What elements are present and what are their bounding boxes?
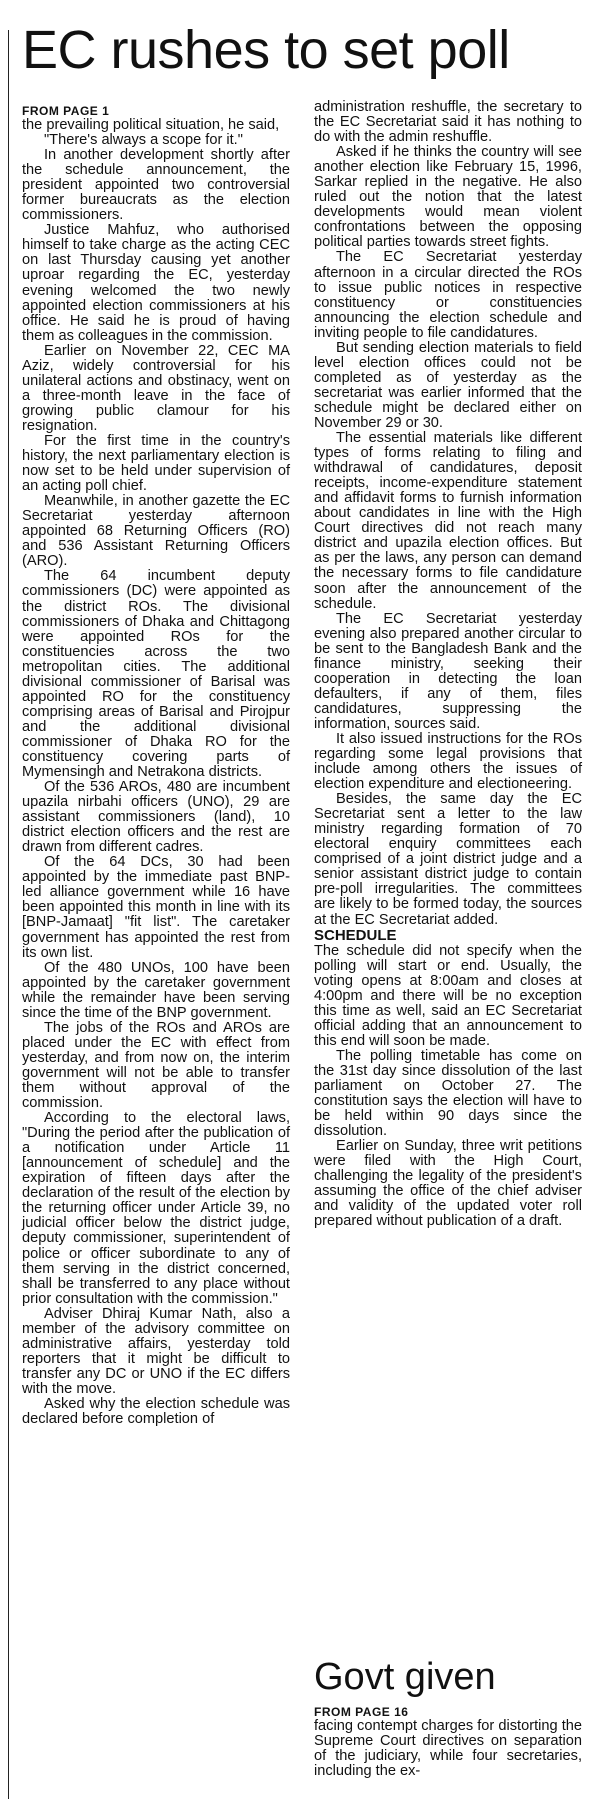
paragraph: administration reshuffle, the secretary to the EC Secretariat said it has nothing to do with the admin reshuffle. (314, 99, 582, 146)
paragraph: The 64 incumbent deputy commissioners (DC) were appointed as the district ROs. The divisional commissioners of Dhaka and Chittagong were appointed ROs for the constituencies across the two metropolitan cities. The additional divisional commissioner of Barisal was appointed RO for the constituency comprising areas of Barisal and Pirojpur and the additional divisional commissioner of Dhaka RO for the constituency covering parts of Mymensingh and Netrakona districts. (22, 568, 290, 781)
paragraph: The jobs of the ROs and AROs are placed under the EC with effect from yesterday, and from now on, the interim government will not be able to transfer them without approval of the commission. (22, 1019, 290, 1112)
paragraph: the prevailing political situation, he said, (22, 117, 280, 133)
paragraph: Earlier on Sunday, three writ petitions were filed with the High Court, challenging the legality of the president's assuming the office of the chief adviser and validity of the updated voter roll prepared without publication of a draft. (314, 1138, 582, 1230)
article-column-right (314, 100, 582, 1229)
headline: EC rushes to set poll (22, 20, 510, 80)
paragraph: The schedule did not specify when the polling will start or end. Usually, the voting opens at 8:00am and closes at 4:00pm and there will be no exception this time as well, said an EC Secretariat official adding that an announcement to this end will soon be made. (314, 942, 582, 1049)
paragraph: Asked why the election schedule was declared before completion of (22, 1395, 290, 1428)
paragraph: Earlier on November 22, CEC MA Aziz, widely controversial for his unilateral actions and obstinacy, went on a three-month leave in the face of growing public clamour for his resignation. (22, 342, 290, 434)
paragraph: According to the electoral laws, "During the period after the publication of a notification under Article 11 [announcement of schedule] and the expiration of fifteen days after the declaration of the result of the election by the returning officer under Article 39, no judicial officer below the district judge, deputy commissioner, superintendent of police or officer subordinate to any of them serving in the district concerned, shall be transferred to any place without prior consultation with the commission." (22, 1110, 290, 1307)
article2-column (314, 1705, 582, 1779)
paragraph: "There's always a scope for it." (44, 132, 243, 149)
paragraph: Justice Mahfuz, who authorised himself to take charge as the acting CEC on last Thursday causing yet another uproar regarding the EC, yesterday evening welcomed the two newly appointed election commissioners at his office. He said he is proud of having them as colleagues in the commission. (22, 222, 290, 344)
headline-govt-given: Govt given (314, 1656, 496, 1698)
paragraph: Besides, the same day the EC Secretariat sent a letter to the law ministry regarding formation of 70 electoral enquiry committees each comprised of a joint district judge and a senior assistant district judge to contain pre-poll irregularities. The committees are likely to be formed today, the sources at the EC Secretariat added. (314, 791, 582, 928)
paragraph: facing contempt charges for distorting the Supreme Court directives on separation of the judiciary, while four secretaries, including the ex- (314, 1718, 582, 1780)
paragraph: Of the 64 DCs, 30 had been appointed by the immediate past BNP-led alliance government while 16 have been appointed this month in line with its [BNP-Jamaat] "fit list". The caretaker government has appointed the rest from its own list. (22, 854, 290, 961)
paragraph: Of the 480 UNOs, 100 have been appointed by the caretaker government while the remainder have been serving since the time of the BNP government. (22, 959, 290, 1021)
paragraph: It also issued instructions for the ROs regarding some legal provisions that include among others the issues of election expenditure and electioneering. (314, 730, 582, 793)
paragraph: The EC Secretariat yesterday evening also prepared another circular to be sent to the Bangladesh Bank and the finance ministry, seeking their cooperation in detecting the loan defaulters, if any of them, files candidatures, suppressing the information, sources said. (314, 610, 582, 732)
paragraph: Adviser Dhiraj Kumar Nath, also a member of the advisory committee on administrative affairs, yesterday told reporters that it might be difficult to transfer any DC or UNO if the EC differs with the move. (22, 1305, 290, 1397)
paragraph: Meanwhile, in another gazette the EC Secretariat yesterday afternoon appointed 68 Returning Officers (RO) and 536 Assistant Returning Officers (ARO). (22, 493, 290, 570)
kicker: FROM PAGE 1 (22, 104, 110, 118)
paragraph: But sending election materials to field level election offices could not be completed as of yesterday as the secretariat was earlier informed that the schedule might be declared either on November 29 or 30. (314, 339, 582, 431)
paragraph: For the first time in the country's history, the next parliamentary election is now set to be held under supervision of an acting poll chief. (22, 432, 290, 495)
paragraph: The EC Secretariat yesterday afternoon in a circular directed the ROs to issue public notices in respective constituency or constituencies announcing the election schedule and inviting people to file candidatures. (314, 249, 582, 341)
subhead-schedule: SCHEDULE (314, 926, 397, 944)
paragraph: The polling timetable has come on the 31st day since dissolution of the last parliament on October 27. The constitution says the election will have to be held within 90 days since the dissolution. (314, 1047, 582, 1140)
column-rule (8, 30, 9, 1799)
kicker-article2: FROM PAGE 16 (314, 1705, 409, 1719)
paragraph: Asked if he thinks the country will see another election like February 15, 1996, Sarkar replied in the negative. He also ruled out the notion that the latest developments would mean violent confrontations between the opposing political parties towards street fights. (314, 144, 582, 251)
article-column-left (22, 104, 290, 1427)
paragraph: The essential materials like different types of forms relating to filing and withdrawal of candidatures, deposit receipts, income-expenditure statement and affidavit forms to furnish information about candidates in line with the High Court directives did not reach many district and upazila election offices. But as per the laws, any person can demand the necessary forms to file candidature soon after the announcement of the schedule. (314, 430, 582, 612)
paragraph: Of the 536 AROs, 480 are incumbent upazila nirbahi officers (UNO), 29 are assistant commissioners (land), 10 district election officers and the rest are drawn from different cadres. (22, 779, 290, 856)
paragraph: In another development shortly after the schedule announcement, the president appointed two controversial former bureaucrats as the election commissioners. (22, 147, 290, 224)
